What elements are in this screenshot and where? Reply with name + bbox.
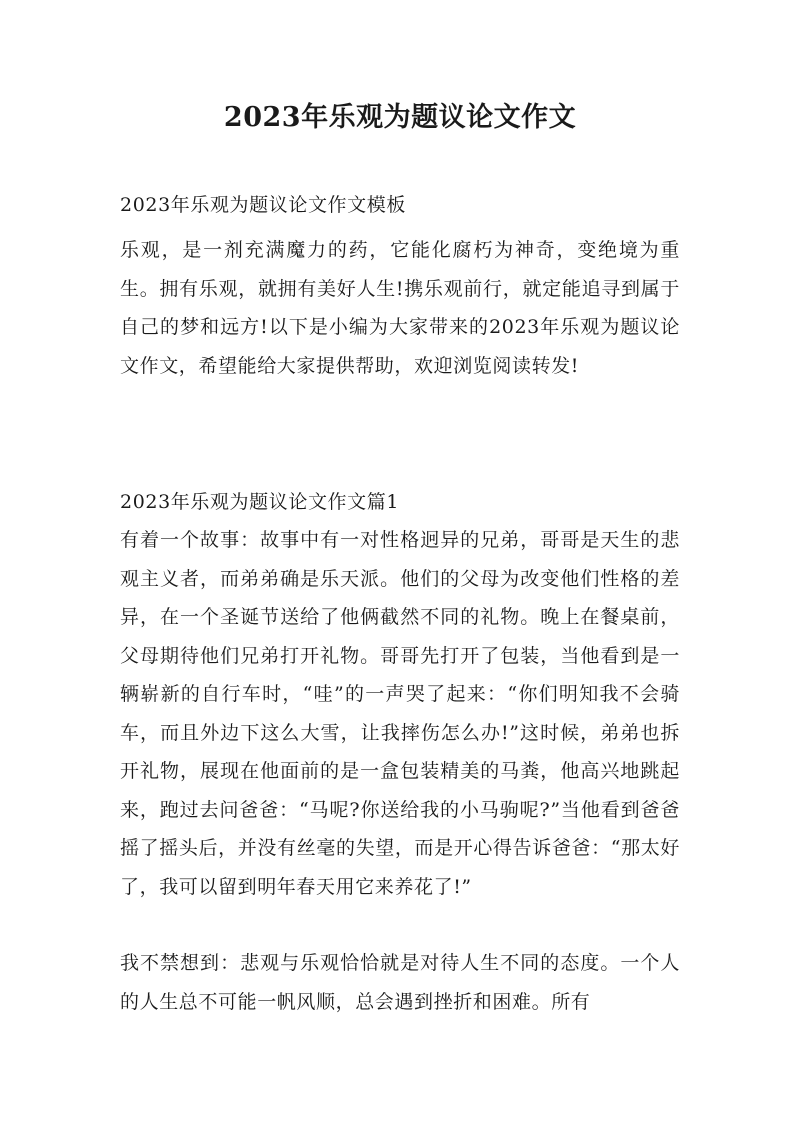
intro-paragraph: 乐观，是一剂充满魔力的药，它能化腐朽为神奇，变绝境为重生。拥有乐观，就拥有美好人生!携乐观前行，就定能追寻到属于自己的梦和远方!以下是小编为大家带来的2023年乐观为题议论文作文，希望能给大家提供帮助，欢迎浏览阅读转发!	[120, 239, 680, 377]
document-title: 2023年乐观为题议论文作文	[223, 102, 577, 133]
reflection-paragraph: 我不禁想到：悲观与乐观恰恰就是对待人生不同的态度。一个人的人生总不可能一帆风顺，总会遇到挫折和困难。所有	[120, 952, 680, 1013]
story-paragraph: 有着一个故事：故事中有一对性格迥异的兄弟，哥哥是天生的悲观主义者，而弟弟确是乐天派。他们的父母为改变他们性格的差异，在一个圣诞节送给了他俩截然不同的礼物。晚上在餐桌前，父母期待他们兄弟打开礼物。哥哥先打开了包装，当他看到是一辆崭新的自行车时，“哇”的一声哭了起来：“你们明知我不会骑车，而且外边下这么大雪，让我摔伤怎么办!”这时候，弟弟也拆开礼物，展现在他面前的是一盒包装精美的马粪，他高兴地跳起来，跑过去问爸爸：“马呢?你送给我的小马驹呢?”当他看到爸爸摇了摇头后，并没有丝毫的失望，而是开心得告诉爸爸：“那太好了，我可以留到明年春天用它来养花了!”	[120, 529, 680, 898]
section-heading: 2023年乐观为题议论文作文篇1	[120, 491, 400, 513]
document-subtitle: 2023年乐观为题议论文作文模板	[120, 194, 406, 216]
